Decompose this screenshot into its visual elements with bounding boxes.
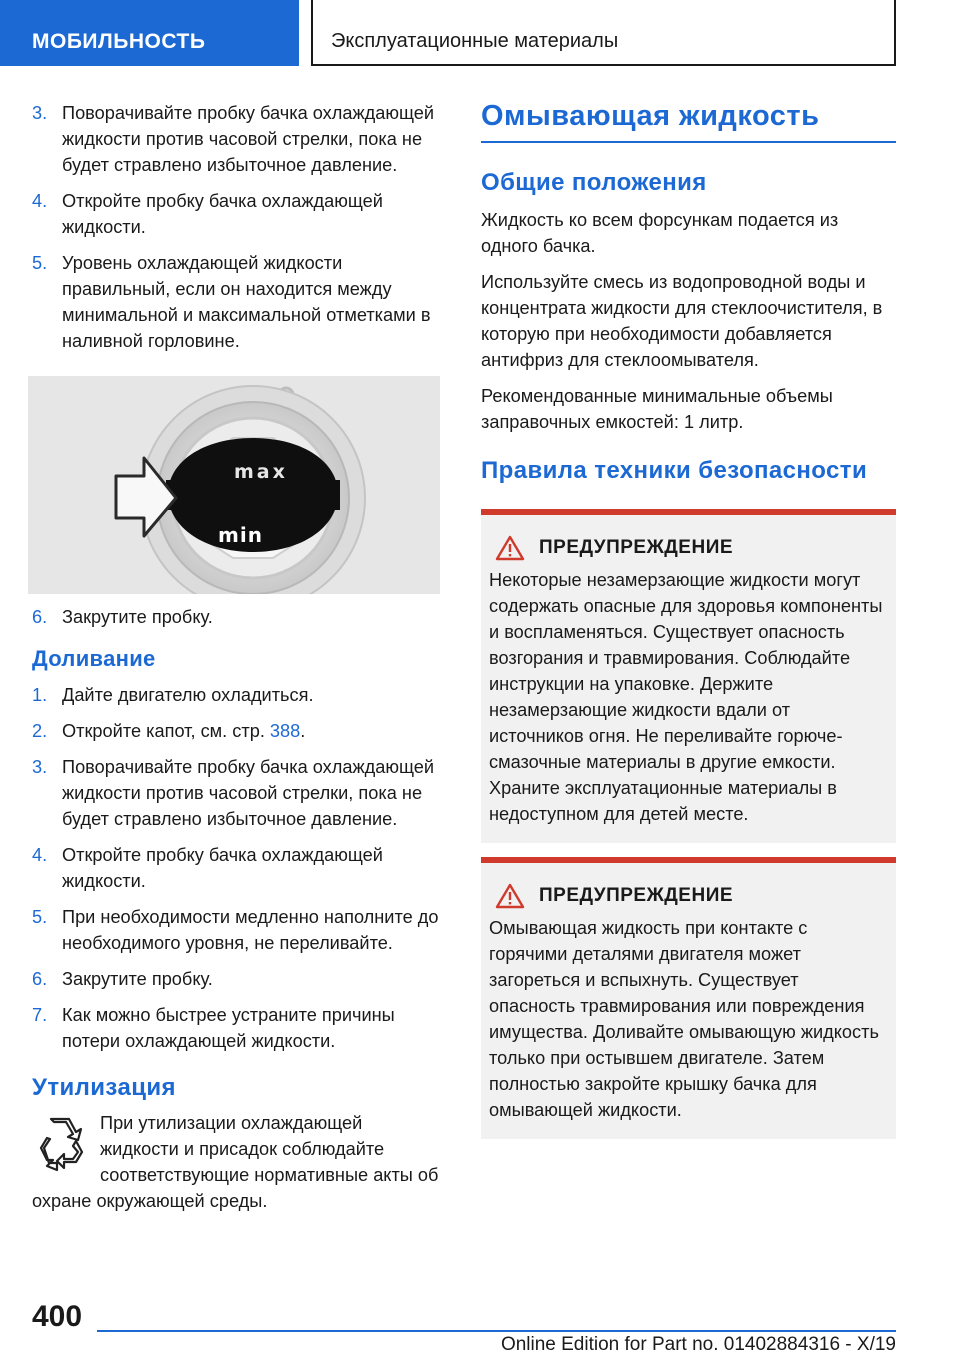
- list-item: [32, 718, 444, 744]
- close-step-list: [32, 604, 444, 630]
- step-number: 5.: [32, 253, 48, 273]
- step-text-tail: .: [300, 721, 306, 741]
- left-column: [32, 100, 444, 1214]
- general-paragraph: Рекомендованные минимальные объемы заправочных емкостей: 1 литр.: [481, 386, 833, 432]
- right-column: [481, 100, 896, 1139]
- list-item: [32, 842, 444, 894]
- check-steps-list: [32, 100, 444, 354]
- list-item: [32, 682, 444, 708]
- safety-heading: Правила техники безопасности: [481, 457, 868, 484]
- list-item: [32, 188, 444, 240]
- step-number: 5.: [32, 907, 48, 927]
- page-reference-link[interactable]: 388: [269, 721, 301, 741]
- section-tab: МОБИЛЬНОСТЬ: [0, 0, 299, 66]
- step-number: 6.: [32, 969, 48, 989]
- edition-info: Online Edition for Part no. 01402884316 - X/19: [500, 1334, 896, 1355]
- warning-title: ПРЕДУПРЕЖДЕНИЕ: [539, 537, 734, 558]
- list-item: [32, 904, 444, 956]
- min-label: min: [218, 523, 263, 547]
- step-text: Дайте двигателю охладиться.: [62, 685, 314, 705]
- chapter-header: [311, 0, 896, 66]
- washer-fluid-title: Омывающая жидкость: [481, 100, 896, 143]
- max-label: max: [234, 461, 288, 483]
- warning-box: [481, 509, 896, 843]
- list-item: [32, 966, 444, 992]
- step-number: 6.: [32, 607, 48, 627]
- step-number: 4.: [32, 845, 48, 865]
- step-number: 4.: [32, 191, 48, 211]
- warning-box: [481, 857, 896, 1139]
- chapter-title: Эксплуатационные материалы: [331, 30, 619, 52]
- step-text: Откройте пробку бачка охлаждающей жидкости.: [62, 845, 383, 891]
- step-text: Откройте пробку бачка охлаждающей жидкости.: [62, 191, 383, 237]
- general-paragraph: Используйте смесь из водопроводной воды и концентрата жидкости для стеклоочистителя, в которую при необходимости добавляется антифриз для стеклоомывателя.: [481, 272, 883, 370]
- footer-rule: [97, 1330, 896, 1332]
- step-number: 2.: [32, 721, 48, 741]
- warning-triangle-icon: [495, 535, 525, 561]
- step-text: Закрутите пробку.: [62, 607, 213, 627]
- spacer: [481, 843, 896, 857]
- general-heading: Общие положения: [481, 169, 707, 196]
- step-text: Уровень охлаждающей жидкости правильный, если он находится между минимальной и максимальной отметками в наливной горловине.: [62, 253, 431, 351]
- step-text: При необходимости медленно наполните до необходимого уровня, не переливайте.: [62, 907, 439, 953]
- page-number: 400: [32, 1300, 83, 1333]
- list-item: [32, 604, 444, 630]
- warning-triangle-icon: [495, 883, 525, 909]
- step-number: 1.: [32, 685, 48, 705]
- list-item: [32, 100, 444, 178]
- step-number: 7.: [32, 1005, 48, 1025]
- coolant-filler-neck-illustration: [28, 376, 440, 594]
- step-text: Как можно быстрее устраните причины потери охлаждающей жидкости.: [62, 1005, 395, 1051]
- general-paragraph: Жидкость ко всем форсункам подается из одного бачка.: [481, 210, 839, 256]
- recycling-icon: [32, 1114, 88, 1174]
- warning-title: ПРЕДУПРЕЖДЕНИЕ: [539, 885, 734, 906]
- warning-text: Некоторые незамерзающие жидкости могут содержать опасные для здоровья компоненты и воспламеняться. Существует опасность возгорания и травмирования. Соблюдайте инструкции на упаковке. Держите незамерзающие жидкости вдали от источников огня. Не переливайте горюче-смазочные материалы в другие емкости. Храните эксплуатационные материалы в недоступном для детей месте.: [489, 570, 883, 824]
- topping-up-steps-list: [32, 682, 444, 1054]
- disposal-block: [32, 1110, 444, 1214]
- step-number: 3.: [32, 103, 48, 123]
- disposal-text: При утилизации охлаждающей жидкости и присадок соблюдайте соответствующие нормативные акты об охране окружающей среды.: [32, 1113, 439, 1211]
- warning-header: [489, 535, 888, 561]
- list-item: [32, 1002, 444, 1054]
- list-item: [32, 250, 444, 354]
- coolant-level-figure: [28, 376, 440, 594]
- step-text: Поворачивайте пробку бачка охлаждающей жидкости против часовой стрелки, пока не будет стравлено избыточное давление.: [62, 757, 435, 829]
- step-text: Закрутите пробку.: [62, 969, 213, 989]
- warning-header: [489, 883, 888, 909]
- disposal-heading: Утилизация: [32, 1074, 176, 1101]
- warning-text: Омывающая жидкость при контакте с горячими деталями двигателя может загореться и вспыхнуть. Существует опасность травмирования или повреждения имущества. Доливайте омывающую жидкость только при остывшем двигателе. Затем полностью закройте крышку бачка для омывающей жидкости.: [489, 918, 879, 1120]
- topping-up-heading: Доливание: [32, 646, 156, 671]
- step-text: Поворачивайте пробку бачка охлаждающей жидкости против часовой стрелки, пока не будет стравлено избыточное давление.: [62, 103, 435, 175]
- step-text: Откройте капот, см. стр.: [62, 721, 270, 741]
- list-item: [32, 754, 444, 832]
- step-number: 3.: [32, 757, 48, 777]
